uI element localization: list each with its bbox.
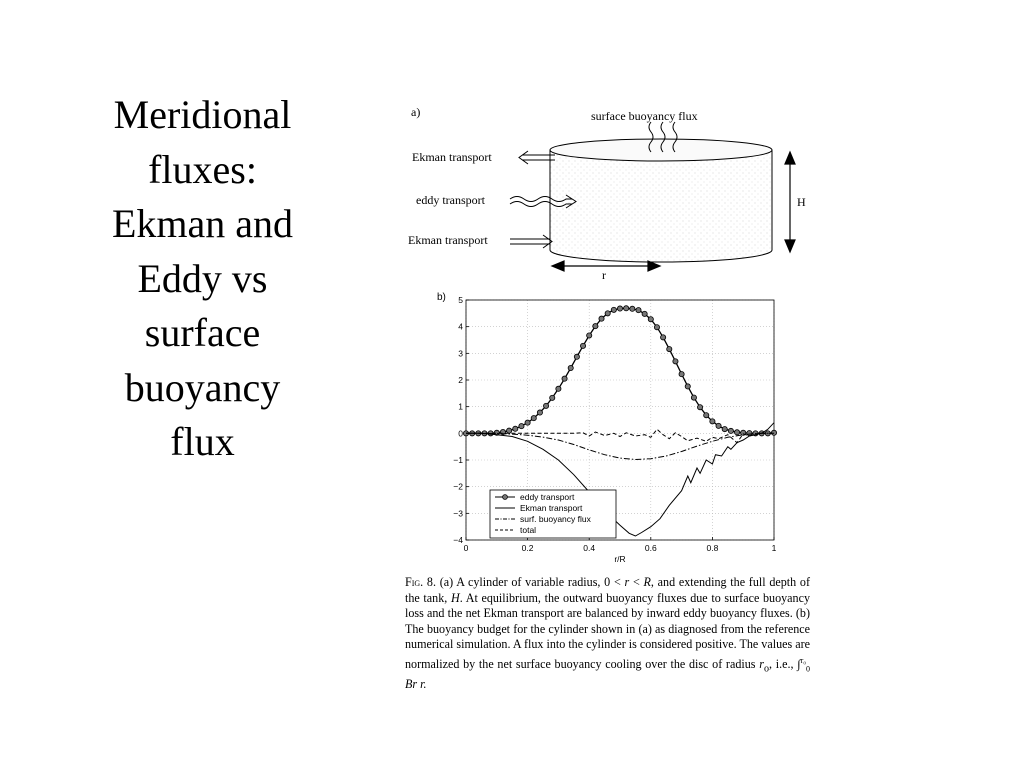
x-axis-label: r/R [614,554,626,564]
data-point [593,324,598,329]
data-point [704,413,709,418]
panel-b-label: b) [437,292,446,303]
legend-label: Ekman transport [520,503,583,513]
caption-var-H: H [450,590,460,605]
caption-text-1: (a) A cylinder of variable radius, 0 < [436,575,625,589]
legend-label: surf. buoyancy flux [520,514,591,524]
x-tick-label: 0 [463,543,469,553]
figure-caption [405,575,810,693]
eddy-label: eddy transport [416,193,485,207]
data-point [691,395,696,400]
series-line-eddy-transport [466,308,774,433]
y-tick-label: 5 [458,295,463,305]
data-point [531,416,536,421]
data-point [611,307,616,312]
y-tick-label: 1 [458,401,463,412]
data-point [716,423,721,428]
data-point [685,384,690,389]
x-tick-label: 0.4 [583,543,596,553]
chart-legend [490,490,616,538]
cylinder-schematic [400,100,810,280]
y-tick-label: 3 [458,348,463,359]
data-point [519,424,524,429]
radius-arrow [552,261,660,271]
caption-text-6: Br r. [405,677,427,691]
data-point [661,335,666,340]
height-label: H [797,195,806,209]
data-point [679,372,684,377]
y-tick-label: −4 [453,535,463,545]
y-tick-label: −2 [453,481,463,492]
buoyancy-budget-chart [400,285,800,570]
height-arrow [785,152,795,252]
data-point [654,325,659,330]
data-point [722,426,727,431]
data-point [728,428,733,433]
caption-text-3: , and extending the full depth of the tank, [405,575,811,605]
data-point [550,395,555,400]
y-tick-label: 0 [458,428,463,439]
legend-marker [503,495,508,500]
data-point [556,386,561,391]
data-point [771,430,776,435]
data-point [710,419,715,424]
ekman-top-label: Ekman transport [412,150,492,164]
data-point [574,354,579,359]
x-tick-label: 0.8 [706,543,719,553]
data-point [605,311,610,316]
data-point [525,420,530,425]
caption-int-sub: 0 [806,664,811,674]
y-tick-label: 4 [458,321,463,332]
data-point [580,343,585,348]
caption-text-5: , i.e., ∫ [768,657,801,671]
panel-a-label: a) [411,105,421,119]
caption-int-sup: r₀ [800,655,807,665]
legend-label: eddy transport [520,492,575,502]
caption-text-4: . At equilibrium, the outward buoyancy fluxes due to surface buoyancy loss and the net Ekman transport are balanced by inward eddy buoyancy fluxes. (b) The buoyancy budget for the cylinder shown in (a) as diagnosed from the reference numerical simulation. A flux into the cylinder is considered positive. The values are normalized by the net surface buoyancy cooling over the disc of radius [405,590,810,671]
caption-var-r0: r [759,657,764,671]
data-point [624,306,629,311]
caption-r0-sub: o [763,663,769,675]
data-point [507,428,512,433]
data-point [630,306,635,311]
y-tick-label: −3 [453,508,463,519]
data-point [667,346,672,351]
slide-title: Meridional fluxes: Ekman and Eddy vs surface buoyancy flux [111,92,294,464]
data-point [537,410,542,415]
caption-var-r: r [624,575,630,589]
data-point [587,333,592,338]
x-tick-label: 0.6 [644,543,657,553]
surface-flux-label: surface buoyancy flux [591,109,698,123]
data-point [642,311,647,316]
data-point [568,365,573,370]
data-point [697,405,702,410]
x-tick-label: 0.2 [521,543,534,553]
ekman-bottom-arrow [510,235,552,248]
data-point [636,308,641,313]
data-point [599,316,604,321]
data-point [747,430,752,435]
radius-label: r [602,268,606,280]
legend-label: total [520,525,537,535]
data-point [543,403,548,408]
caption-var-R: R [643,575,651,589]
y-tick-label: −1 [453,455,463,465]
data-point [648,317,653,322]
ekman-bottom-label: Ekman transport [408,233,488,247]
data-point [734,430,739,435]
data-point [513,426,518,431]
y-tick-label: 2 [458,375,463,385]
cylinder [550,139,772,262]
x-tick-label: 1 [771,543,777,553]
data-point [617,306,622,311]
caption-fig-label: Fig. 8. [405,575,436,589]
data-point [673,359,678,364]
caption-text-2: < [629,575,644,589]
data-point [562,376,567,381]
